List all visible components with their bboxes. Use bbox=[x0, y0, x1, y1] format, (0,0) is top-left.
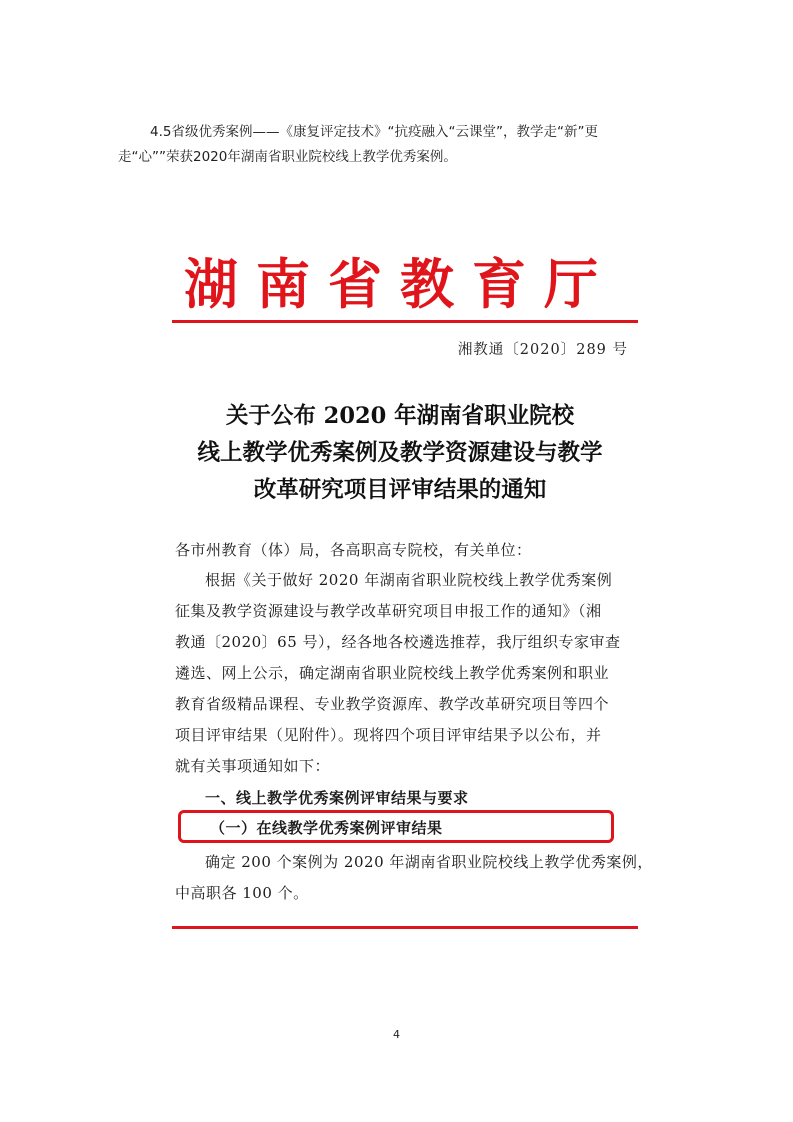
caption-line-2: 走“心””荣获2020年湖南省职业院校线上教学优秀案例。 bbox=[118, 149, 457, 165]
body-line: 项目评审结果（见附件）。现将四个项目评审结果予以公布，并 bbox=[175, 726, 602, 744]
notice-title-line: 改革研究项目评审结果的通知 bbox=[253, 477, 547, 503]
footer-red-rule bbox=[172, 926, 638, 929]
closing-line: 确定 200 个案例为 2020 年湖南省职业院校线上教学优秀案例， bbox=[205, 853, 653, 871]
notice-title bbox=[150, 398, 650, 509]
body-line: 遴选、网上公示，确定湖南省职业院校线上教学优秀案例和职业 bbox=[175, 664, 610, 682]
masthead-title: 湖南省教育厅 bbox=[184, 252, 616, 316]
notice-title-line: 关于公布 2020 年湖南省职业院校 bbox=[225, 403, 575, 429]
body-line: 征集及教学资源建设与教学改革研究项目申报工作的通知》（湘 bbox=[175, 602, 602, 620]
page-number: 4 bbox=[393, 1028, 400, 1041]
notice-document-image bbox=[150, 240, 653, 940]
caption-line-1: 4.5省级优秀案例——《康复评定技术》“抗疫融入“云课堂”，教学走“新”更 bbox=[150, 124, 598, 140]
body-line: 教通〔2020〕65 号），经各地各校遴选推荐，我厅组织专家审查 bbox=[175, 633, 621, 651]
subsection-heading: （一）在线教学优秀案例评审结果 bbox=[210, 819, 443, 837]
body-line: 就有关事项通知如下： bbox=[175, 757, 331, 775]
closing-line: 中高职各 100 个。 bbox=[175, 884, 309, 902]
salutation: 各市州教育（体）局，各高职高专院校，有关单位： bbox=[175, 541, 532, 559]
masthead-red-rule bbox=[172, 320, 638, 323]
body-line: 根据《关于做好 2020 年湖南省职业院校线上教学优秀案例 bbox=[205, 571, 613, 589]
section-heading: 一、线上教学优秀案例评审结果与要求 bbox=[205, 789, 469, 807]
document-number: 湘教通〔2020〕289 号 bbox=[457, 342, 628, 358]
notice-title-line: 线上教学优秀案例及教学资源建设与教学 bbox=[197, 440, 603, 466]
body-line: 教育省级精品课程、专业教学资源库、教学改革研究项目等四个 bbox=[175, 695, 610, 713]
